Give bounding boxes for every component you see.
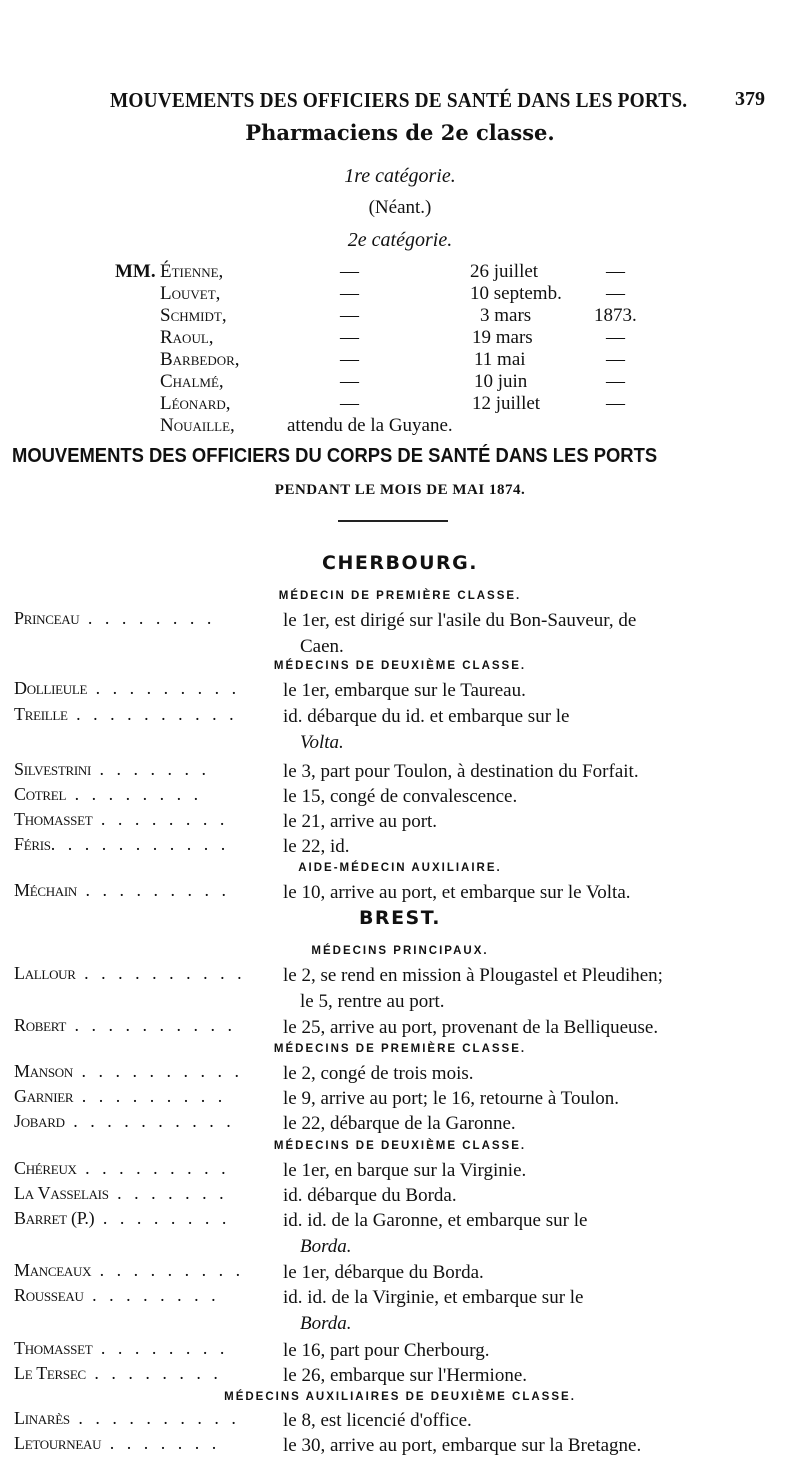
officer-name: Le Tersec . . . . . . . . [14,1363,222,1383]
movement-entry: le 10, arrive au port, et embarque sur le Volta. [283,882,631,903]
city-heading-brest: BREST. [358,907,442,929]
officer-name: Manson . . . . . . . . . . [14,1061,243,1081]
officer-name: Lallour . . . . . . . . . . [14,963,246,983]
movement-entry: le 1er, en barque sur la Virginie. [283,1160,527,1181]
pharmacist-dash: — [340,349,359,370]
rank-heading: AIDE-MÉDECIN AUXILIAIRE. [298,862,502,874]
rank-heading: MÉDECIN DE PREMIÈRE CLASSE. [278,590,522,602]
movement-entry-cont: Borda. [300,1236,352,1257]
officer-name: Féris. . . . . . . . . . . [14,834,230,854]
movement-entry: le 3, part pour Toulon, à destination du Forfait. [283,761,639,782]
pharmacist-year: 1873. [594,305,637,326]
rank-heading: MÉDECINS AUXILIAIRES DE DEUXIÈME CLASSE. [224,1391,576,1403]
movement-entry: id. id. de la Garonne, et embarque sur le [283,1210,588,1231]
pharmacist-name: Barbedor, [160,349,240,370]
pharmacist-year: — [606,327,625,348]
city-heading-cherbourg: CHERBOURG. [322,552,478,574]
officer-name: La Vasselais . . . . . . . [14,1183,228,1203]
pharmacist-note: attendu de la Guyane. [287,415,453,436]
pharmacist-name: Léonard, [160,393,231,414]
movement-entry: le 9, arrive au port; le 16, retourne à Toulon. [283,1088,619,1109]
pharmacist-year: — [606,349,625,370]
officer-name: Jobard . . . . . . . . . . [14,1111,235,1131]
pharmacist-date: 10 septemb. [470,283,562,304]
officer-name: Garnier . . . . . . . . . [14,1086,227,1106]
pharmacist-dash: — [340,327,359,348]
movement-entry: le 1er, est dirigé sur l'asile du Bon-Sauveur, de [283,610,637,631]
movement-entry: le 1er, débarque du Borda. [283,1262,484,1283]
pharmacist-name: Étienne, [160,261,224,282]
movement-entry: le 16, part pour Cherbourg. [283,1340,490,1361]
movement-entry: le 22, id. [283,836,350,857]
section-title-pharmaciens: Pharmaciens de 2e classe. [245,120,555,145]
officer-name: Méchain . . . . . . . . . [14,880,231,900]
movement-entry: id. débarque du Borda. [283,1185,457,1206]
movement-entry: id. débarque du id. et embarque sur le [283,706,570,727]
pharmacist-date: 3 mars [480,305,532,326]
movement-entry: le 22, débarque de la Garonne. [283,1113,516,1134]
movement-entry: le 1er, embarque sur le Taureau. [283,680,526,701]
pharmacist-dash: — [340,283,359,304]
pharmacist-year: — [606,393,625,414]
officer-name: Thomasset . . . . . . . . [14,809,229,829]
pharmacist-dash: — [340,371,359,392]
movement-entry: le 25, arrive au port, provenant de la Belliqueuse. [283,1017,659,1038]
pharmacist-dash: — [340,305,359,326]
officer-name: Letourneau . . . . . . . [14,1433,221,1453]
movement-entry: le 21, arrive au port. [283,811,438,832]
officer-name: Linarès . . . . . . . . . . [14,1408,240,1428]
pharmacist-year: — [606,261,625,282]
rank-heading: MÉDECINS DE DEUXIÈME CLASSE. [273,660,527,672]
mm-prefix: MM. [115,261,156,282]
movement-entry-cont: Borda. [300,1313,352,1334]
main-title: MOUVEMENTS DES OFFICIERS DU CORPS DE SANTÉ DANS LES PORTS [12,445,658,467]
divider-rule [338,520,448,522]
movement-entry-cont: Volta. [300,732,344,753]
officer-name: Treille . . . . . . . . . . [14,704,238,724]
movement-entry-cont: Caen. [300,636,344,657]
movement-entry: le 2, congé de trois mois. [283,1063,474,1084]
page-number: 379 [735,88,765,110]
pharmacist-year: — [606,371,625,392]
movement-entry: id. id. de la Virginie, et embarque sur le [283,1287,584,1308]
pharmacist-date: 11 mai [474,349,526,370]
running-header: MOUVEMENTS DES OFFICIERS DE SANTÉ DANS LES PORTS. [110,88,688,112]
pharmacist-name: Louvet, [160,283,221,304]
rank-heading: MÉDECINS DE DEUXIÈME CLASSE. [273,1140,527,1152]
pharmacist-date: 12 juillet [472,393,541,414]
pharmacist-name: Nouaille, [160,415,235,436]
rank-heading: MÉDECINS DE PREMIÈRE CLASSE. [273,1043,527,1055]
category-1: 1re catégorie. [344,165,456,187]
pharmacist-date: 19 mars [472,327,533,348]
officer-name: Chéreux . . . . . . . . . [14,1158,230,1178]
main-subtitle: PENDANT LE MOIS DE MAI 1874. [274,482,526,498]
movement-entry: le 2, se rend en mission à Plougastel et Pleudihen; [283,965,663,986]
officer-name: Princeau . . . . . . . . [14,608,216,628]
movement-entry-cont: le 5, rentre au port. [300,991,445,1012]
officer-name: Dollieule . . . . . . . . . [14,678,241,698]
pharmacist-date: 10 juin [474,371,528,392]
officer-name: Thomasset . . . . . . . . [14,1338,229,1358]
movement-entry: le 26, embarque sur l'Hermione. [283,1365,528,1386]
officer-name: Barret (P.) . . . . . . . . [14,1208,231,1228]
pharmacist-date: 26 juillet [470,261,539,282]
officer-name: Silvestrini . . . . . . . [14,759,211,779]
officer-name: Robert . . . . . . . . . . [14,1015,237,1035]
movement-entry: le 30, arrive au port, embarque sur la Bretagne. [283,1435,642,1456]
officer-name: Manceaux . . . . . . . . . [14,1260,245,1280]
pharmacist-name: Raoul, [160,327,214,348]
rank-heading: MÉDECINS PRINCIPAUX. [311,945,489,957]
officer-name: Cotrel . . . . . . . . [14,784,203,804]
pharmacist-name: Schmidt, [160,305,227,326]
pharmacist-year: — [606,283,625,304]
neant-label: (Néant.) [368,197,432,218]
pharmacist-dash: — [340,393,359,414]
pharmacist-name: Chalmé, [160,371,224,392]
movement-entry: le 8, est licencié d'office. [283,1410,472,1431]
category-2: 2e catégorie. [347,229,453,251]
officer-name: Rousseau . . . . . . . . [14,1285,220,1305]
pharmacist-dash: — [340,261,359,282]
movement-entry: le 15, congé de convalescence. [283,786,518,807]
